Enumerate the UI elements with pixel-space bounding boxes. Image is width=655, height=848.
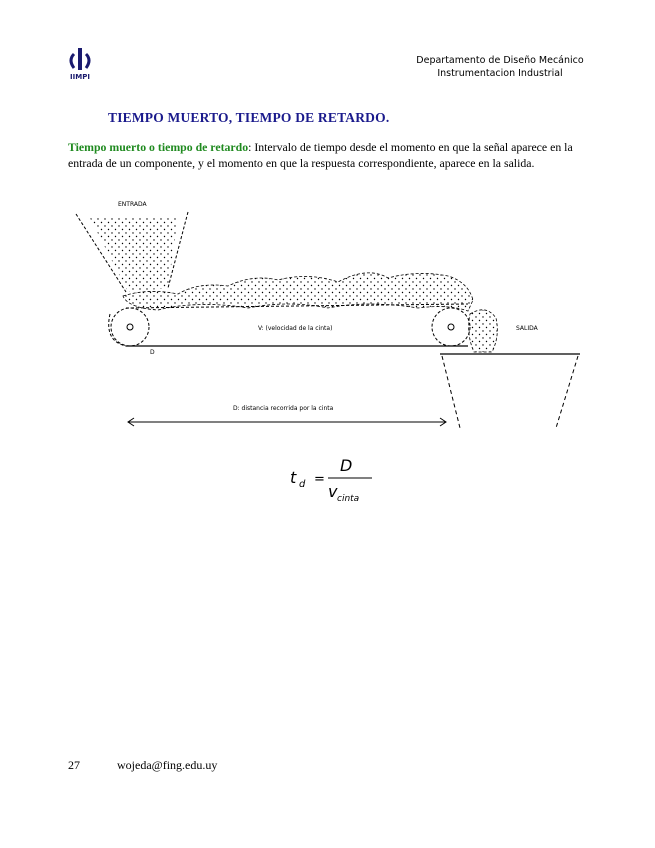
page-footer <box>68 758 217 773</box>
page-number: 27 <box>68 758 80 772</box>
label-belt-speed: V: (velocidad de la cinta) <box>258 325 333 332</box>
label-input: ENTRADA <box>118 201 147 208</box>
subject-name: Instrumentacion Industrial <box>437 68 563 79</box>
formula-denominator-subscript: cinta <box>337 494 360 504</box>
formula-lhs: t <box>290 468 297 487</box>
formula-lhs-subscript: d <box>299 479 306 490</box>
dead-time-formula <box>280 455 400 515</box>
definition-term: Tiempo muerto o tiempo de retardo <box>68 140 249 154</box>
author-email: wojeda@fing.edu.uy <box>117 758 218 772</box>
formula-equals: = <box>314 472 325 487</box>
formula-numerator: D <box>340 456 353 475</box>
input-hopper <box>76 212 188 292</box>
definition-text: : Intervalo de tiempo desde el momento en que la señal aparece en la entrada de un componente, y el momento en que la respuesta correspondiente, aparece en la salida. <box>68 140 573 170</box>
output-bin <box>440 354 580 428</box>
material-on-belt <box>123 273 473 311</box>
right-pulley <box>432 308 470 346</box>
department-name: Departamento de Diseño Mecánico <box>416 55 584 66</box>
definition-paragraph <box>68 140 588 171</box>
conveyor-diagram <box>68 196 588 436</box>
distance-arrow <box>128 418 446 426</box>
label-distance: D: distancia recorrida por la cinta <box>233 405 334 412</box>
iimpi-logo <box>64 46 98 82</box>
label-output: SALIDA <box>516 325 538 332</box>
formula-denominator: v <box>328 482 338 501</box>
document-header <box>380 54 620 80</box>
section-title: TIEMPO MUERTO, TIEMPO DE RETARDO. <box>108 110 390 125</box>
logo-text: IIMPI <box>70 73 90 81</box>
falling-material <box>469 310 498 352</box>
left-pulley <box>111 308 149 346</box>
label-pulley: D <box>150 349 155 356</box>
